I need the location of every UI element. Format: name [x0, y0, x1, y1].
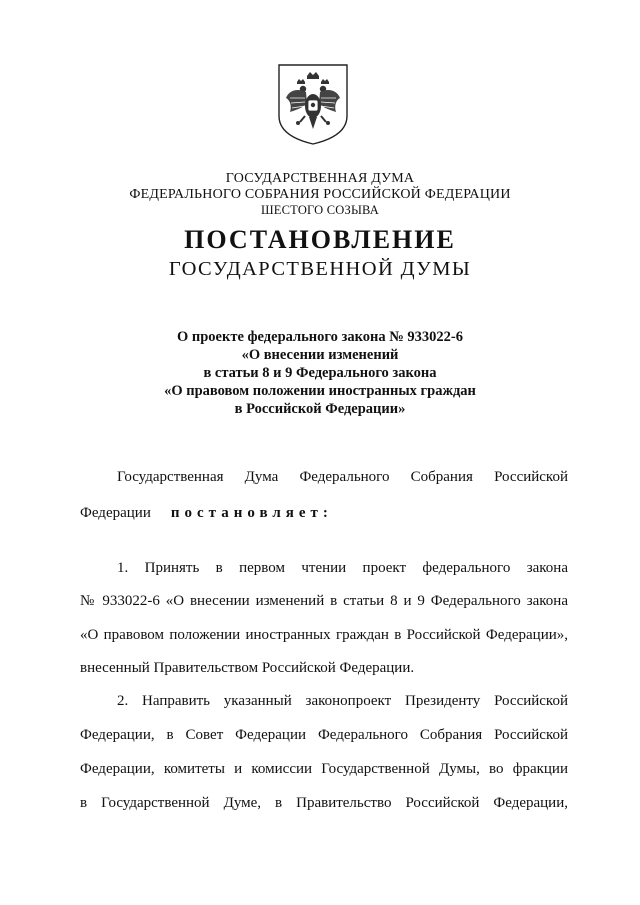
coat-of-arms-emblem — [276, 62, 350, 146]
decree-line — [80, 504, 568, 522]
header-line-federal-assembly: ФЕДЕРАЛЬНОГО СОБРАНИЯ РОССИЙСКОЙ ФЕДЕРАЦИИ — [129, 187, 511, 202]
subject-line: «О правовом положении иностранных граждан — [164, 383, 476, 399]
item2-line: Федерации, комитеты и комиссии Государственной Думы, во фракции — [80, 761, 568, 777]
subject-line: «О внесении изменений — [241, 347, 399, 363]
subject-line: в Российской Федерации» — [234, 401, 406, 417]
item1-line: № 933022-6 «О внесении изменений в статьи 8 и 9 Федерального закона — [80, 593, 568, 609]
subject-line: в статьи 8 и 9 Федерального закона — [203, 365, 437, 381]
header-line-convocation: ШЕСТОГО СОЗЫВА — [260, 203, 380, 217]
document-subtitle: ГОСУДАРСТВЕННОЙ ДУМЫ — [168, 258, 472, 280]
russian-coat-of-arms-icon — [276, 62, 350, 146]
item2-line: Федерации, в Совет Федерации Федерального Собрания Российской — [80, 727, 568, 743]
preamble-line: Государственная Дума Федерального Собрания Российской — [117, 469, 568, 485]
document-title: ПОСТАНОВЛЕНИЕ — [184, 225, 456, 254]
item1-line: 1. Принять в первом чтении проект федерального закона — [117, 560, 568, 576]
item2-line: в Государственной Думе, в Правительство Российской Федерации, — [80, 795, 568, 811]
item2-line: 2. Направить указанный законопроект Президенту Российской — [117, 693, 568, 709]
item1-line: внесенный Правительством Российской Федерации. — [80, 660, 415, 676]
decree-word: постановляет: — [170, 505, 333, 521]
subject-line: О проекте федерального закона № 933022-6 — [176, 329, 464, 345]
item1-line: «О правовом положении иностранных граждан в Российской Федерации», — [80, 627, 568, 643]
header-line-state-duma: ГОСУДАРСТВЕННАЯ ДУМА — [225, 171, 415, 186]
preamble-federation-word: Федерации — [80, 505, 151, 521]
